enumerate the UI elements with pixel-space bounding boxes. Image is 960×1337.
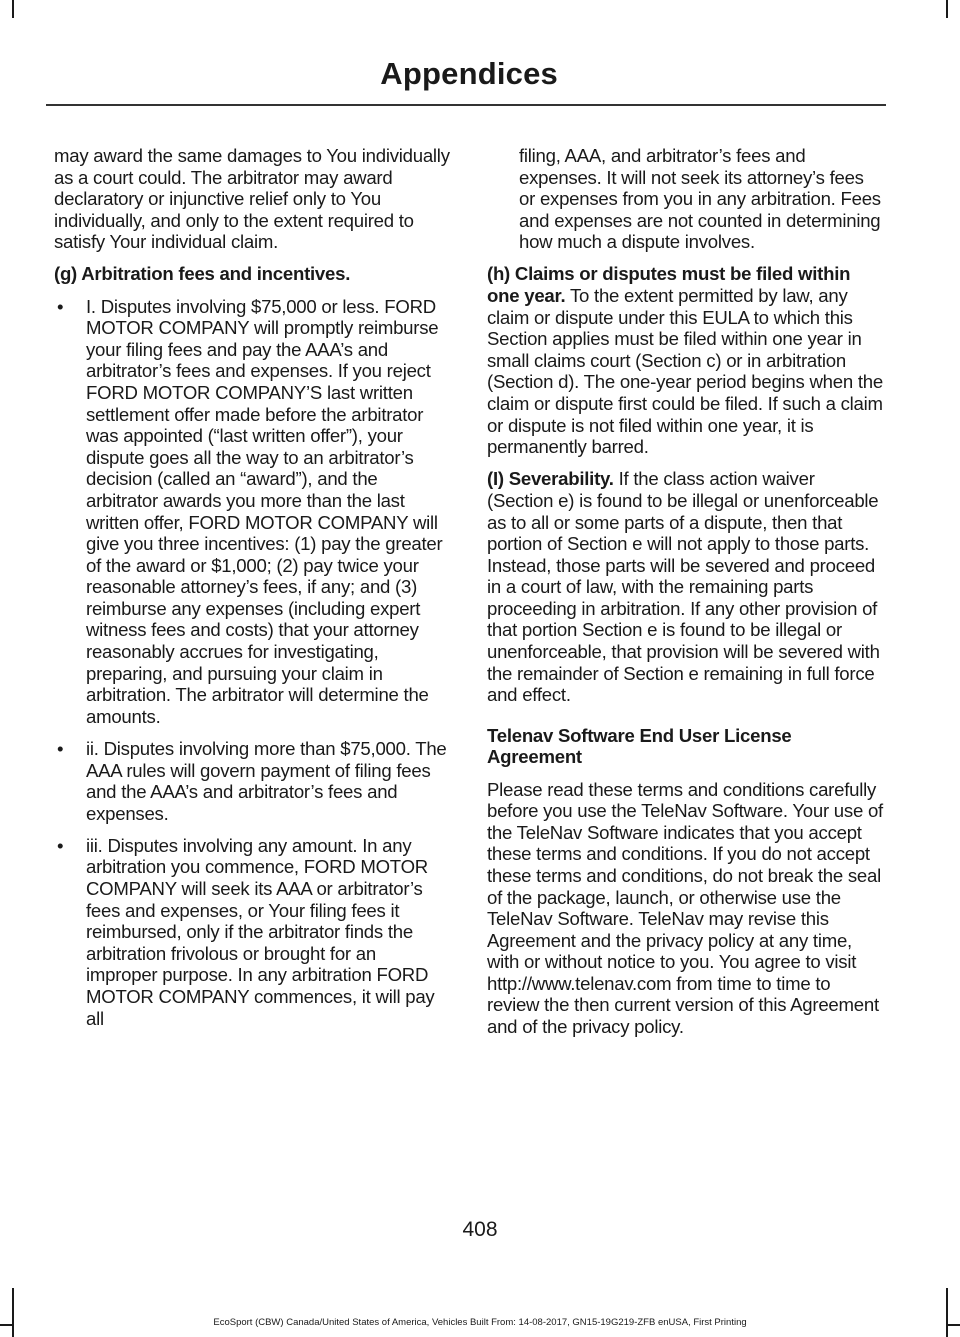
list-item — [54, 835, 450, 1029]
list-item-text: I. Disputes involving $75,000 or less. FORD MOTOR COMPANY will promptly reimburse your filing fees and pay the AAA’s and arbitrator’s fees and expenses. If you reject FORD MOTOR COMPANY’S last written settlement offer made before the arbitrator was appointed (“last written offer”), your dispute goes all the way to an arbitrator’s decision (called an “award”), and the arbitrator awards you more than the last written offer, FORD MOTOR COMPANY will give you three incentives: (1) pay the greater of the award or $1,000; (2) pay twice your reasonable attorney’s fees, if any; and (3) reimburse any expenses (including expert witness fees and costs) that your attorney reasonably accrues for investigating, preparing, and pursuing your claim in arbitration. The arbitrator will determine the amounts. — [86, 295, 443, 727]
bullet-continuation: filing, AAA, and arbitrator’s fees and expenses. It will not seek its attorney’s fees or expenses from you in any arbitration. Fees and expenses are not counted in determining how much a dispute involves. — [519, 145, 881, 253]
left-column — [54, 145, 450, 1040]
list-item-text: ii. Disputes involving more than $75,000. The AAA rules will govern payment of filing fees and the AAA’s and arbitrator’s fees and expenses. — [86, 737, 447, 824]
crop-mark-top-right — [946, 0, 948, 18]
page-number: 408 — [462, 1218, 498, 1241]
crop-mark-top-left — [12, 0, 14, 18]
section-h-heading: (h) Claims or disputes must be filed within one year. — [487, 263, 851, 307]
section-g-heading: (g) Arbitration fees and incentives. — [54, 263, 351, 285]
intro-paragraph: may award the same damages to You individually as a court could. The arbitrator may award declaratory or injunctive relief only to You individually, and only to the extent required to satisfy Your individual claim. — [54, 145, 450, 253]
header-divider — [46, 104, 886, 106]
bullet-marker: • — [57, 295, 64, 317]
crop-mark-bottom-left — [12, 1288, 14, 1337]
footer-text: EcoSport (CBW) Canada/United States of America, Vehicles Built From: 14-08-2017, GN15-19G219-ZFB enUSA, First Printing — [213, 1317, 747, 1328]
telenav-heading: Telenav Software End User License Agreement — [487, 724, 792, 768]
list-item-text: iii. Disputes involving any amount. In any arbitration you commence, FORD MOTOR COMPANY will seek its AAA or arbitrator’s fees and expenses, or Your filing fees it reimbursed, only if the arbitrator finds the arbitration frivolous or brought for an improper purpose. In any arbitration FORD MOTOR COMPANY commences, it will pay all — [86, 834, 435, 1029]
bullet-marker: • — [57, 834, 64, 856]
section-h-body: To the extent permitted by law, any claim or dispute under this EULA to which this Section applies must be filed within one year in small claims court (Section c) or in arbitration (Section d). The one-year period begins when the claim or dispute first could be filed. If such a claim or dispute is not filed within one year, it is permanently barred. — [487, 285, 883, 458]
telenav-paragraph: Please read these terms and conditions carefully before you use the TeleNav Software. Your use of the TeleNav Software indicates that you accept these terms and conditions. If you do not accept these terms and conditions, do not break the seal of the package, launch, or otherwise use the TeleNav Software. TeleNav may revise this Agreement and the privacy policy at any time, with or without notice to you. You agree to visit http://www.telenav.com from time to time to review the then current version of this Agreement and of the privacy policy. — [487, 778, 883, 1038]
list-item — [54, 738, 450, 824]
bullet-marker: • — [57, 737, 64, 759]
page-title: Appendices — [380, 56, 558, 91]
right-column — [487, 145, 883, 1048]
section-h-paragraph — [487, 263, 883, 457]
section-i-body: If the class action waiver (Section e) is found to be illegal or unenforceable as to all or some parts of a dispute, then that portion of Section e will not apply to those parts. Instead, those parts will be severed and proceed in a court of law, with the remaining parts proceeding in arbitration. If any other provision of that portion Section e is found to be illegal or unenforceable, that provision will be severed with the remainder of Section e remaining in full force and effect. — [487, 468, 880, 706]
section-i-paragraph — [487, 468, 883, 706]
section-i-heading: (I) Severability. — [487, 468, 614, 490]
list-item — [54, 296, 450, 728]
crop-mark-bottom-right — [946, 1288, 948, 1337]
